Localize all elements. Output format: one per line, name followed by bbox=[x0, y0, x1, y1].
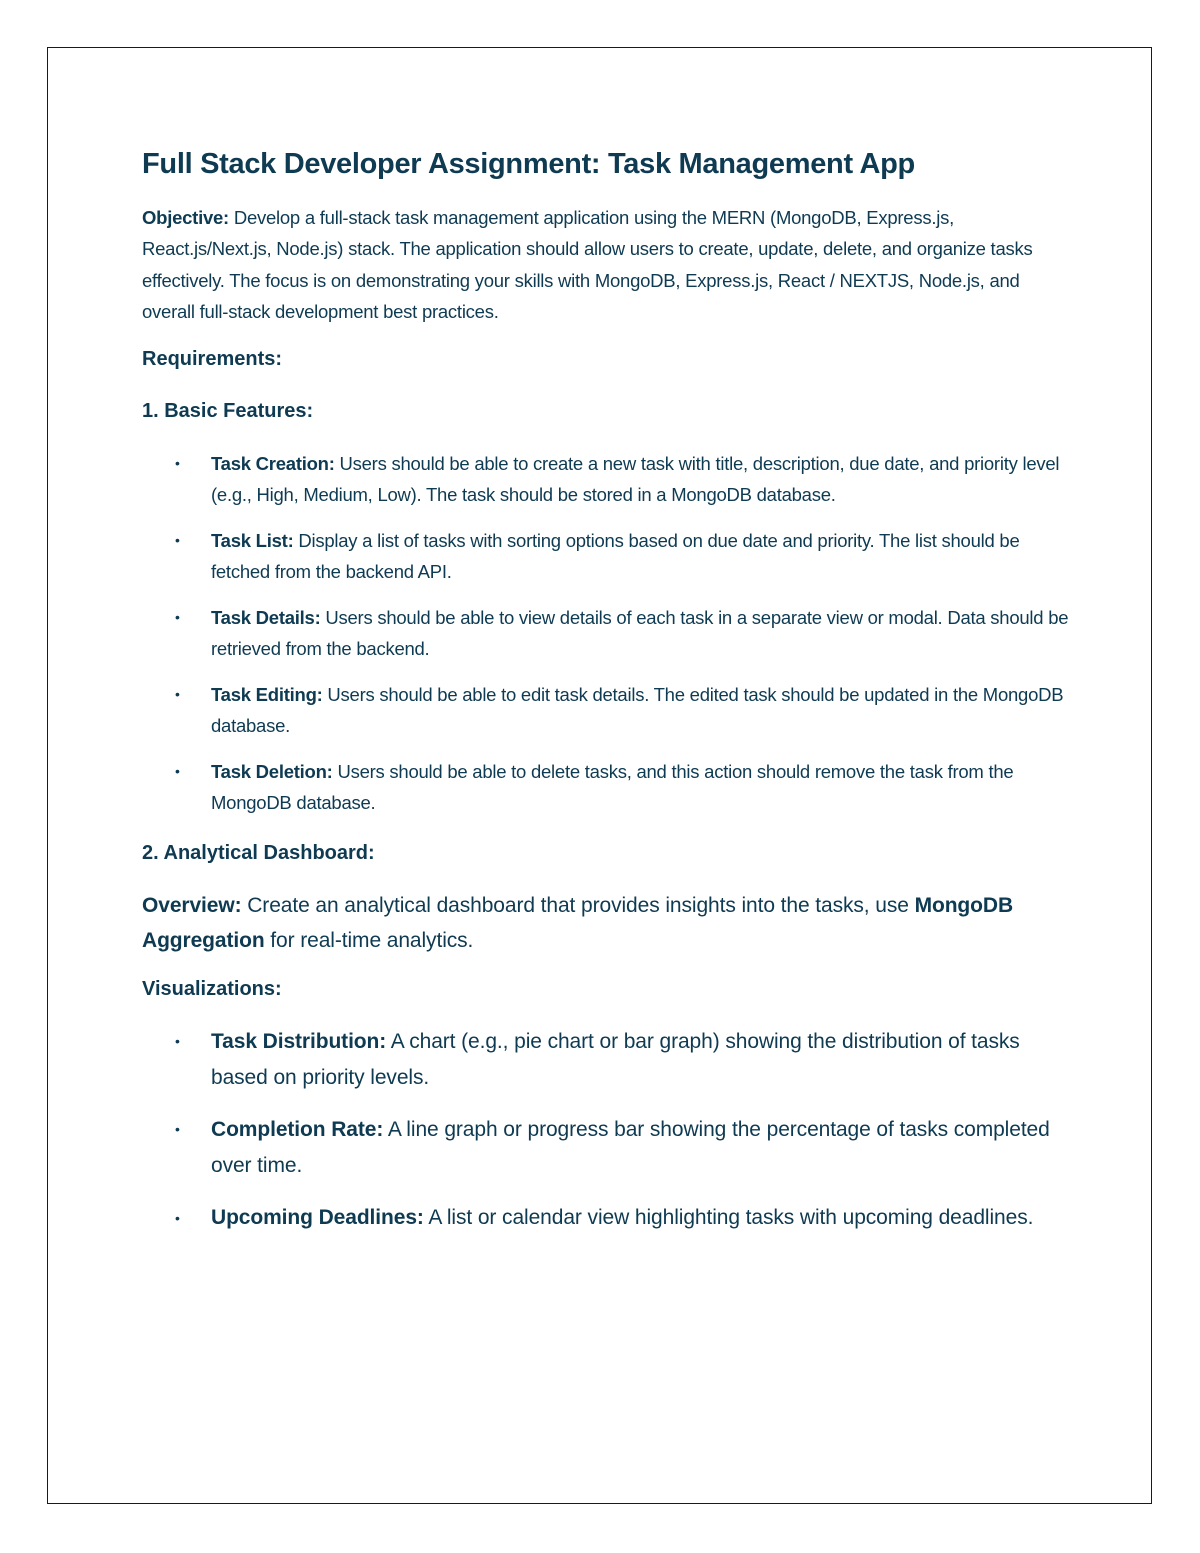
item-label: Task Creation: bbox=[211, 453, 335, 475]
bullet-icon: • bbox=[175, 532, 180, 549]
list-item bbox=[142, 679, 1072, 741]
overview-text: Create an analytical dashboard that provides insights into the tasks, use bbox=[241, 894, 915, 918]
item-text: A list or calendar view highlighting tasks with upcoming deadlines. bbox=[423, 1206, 1034, 1230]
list-item bbox=[142, 1112, 1072, 1183]
item-label: Completion Rate: bbox=[211, 1118, 384, 1142]
bullet-icon: • bbox=[175, 1121, 180, 1138]
overview-paragraph bbox=[142, 888, 1072, 958]
item-text: Users should be able to edit task details. The edited task should be updated in the MongoDB database. bbox=[211, 684, 1064, 737]
item-label: Task Details: bbox=[211, 607, 321, 629]
bullet-icon: • bbox=[175, 1033, 180, 1050]
requirements-heading: Requirements: bbox=[142, 348, 283, 371]
overview-bold-term: MongoDB Aggregation bbox=[142, 894, 1014, 953]
visualizations-list bbox=[142, 1024, 1072, 1240]
bullet-icon: • bbox=[175, 455, 180, 472]
document-title: Full Stack Developer Assignment: Task Management App bbox=[142, 148, 915, 180]
item-label: Upcoming Deadlines: bbox=[211, 1206, 424, 1230]
bullet-icon: • bbox=[175, 1210, 180, 1227]
overview-text-end: for real-time analytics. bbox=[264, 929, 474, 953]
document-body bbox=[142, 142, 1072, 1257]
item-text: Users should be able to view details of each task in a separate view or modal. Data should be retrieved from the backend. bbox=[211, 607, 1069, 660]
item-text: A chart (e.g., pie chart or bar graph) showing the distribution of tasks based on priority levels. bbox=[211, 1030, 1020, 1089]
item-label: Task Deletion: bbox=[211, 761, 333, 783]
list-item bbox=[142, 602, 1072, 664]
list-item bbox=[142, 1196, 1072, 1240]
basic-features-heading: 1. Basic Features: bbox=[142, 400, 314, 423]
item-label: Task List: bbox=[211, 530, 294, 552]
basic-features-list bbox=[142, 448, 1072, 818]
item-label: Task Distribution: bbox=[211, 1030, 387, 1054]
objective-text: Develop a full-stack task management application using the MERN (MongoDB, Express.js, React.js/Next.js, Node.js) stack. The application should allow users to create, update, delete, and organize tasks effectively. The focus is on demonstrating your skills with MongoDB, Express.js, React / NEXTJS, Node.js, and overall full-stack development best practices. bbox=[142, 207, 1033, 322]
bullet-icon: • bbox=[175, 686, 180, 703]
list-item bbox=[142, 1024, 1072, 1095]
list-item bbox=[142, 756, 1072, 818]
visualizations-heading: Visualizations: bbox=[142, 978, 282, 1001]
list-item bbox=[142, 448, 1072, 510]
item-text: A line graph or progress bar showing the percentage of tasks completed over time. bbox=[211, 1118, 1050, 1177]
item-text: Display a list of tasks with sorting options based on due date and priority. The list should be fetched from the backend API. bbox=[211, 530, 1020, 583]
overview-label: Overview: bbox=[142, 894, 242, 918]
bullet-icon: • bbox=[175, 763, 180, 780]
objective-label: Objective: bbox=[142, 207, 229, 228]
item-text: Users should be able to delete tasks, and this action should remove the task from the MongoDB database. bbox=[211, 761, 1014, 814]
item-label: Task Editing: bbox=[211, 684, 323, 706]
objective-paragraph bbox=[142, 202, 1072, 327]
bullet-icon: • bbox=[175, 609, 180, 626]
item-text: Users should be able to create a new task with title, description, due date, and priority level (e.g., High, Medium, Low). The task should be stored in a MongoDB database. bbox=[211, 453, 1060, 506]
dashboard-heading: 2. Analytical Dashboard: bbox=[142, 842, 375, 865]
list-item bbox=[142, 525, 1072, 587]
